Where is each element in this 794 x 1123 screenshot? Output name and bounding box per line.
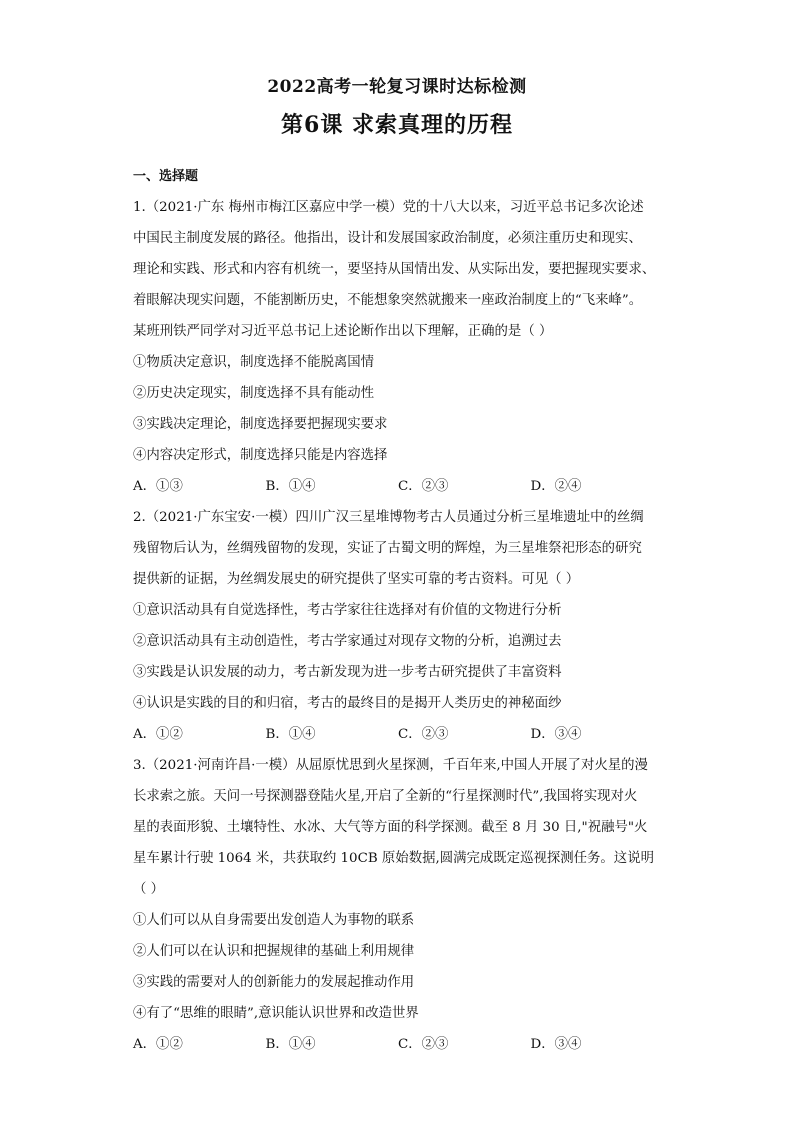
statement: ②意识活动具有主动创造性，考古学家通过对现存文物的分析，追溯过去: [133, 634, 562, 649]
question-2: [133, 502, 663, 750]
content: [133, 166, 663, 1060]
question-text-line: 残留物后认为，丝绸残留物的发现，实证了古蜀文明的辉煌，为三星堆祭祀形态的研究: [133, 541, 642, 556]
option-b[interactable]: B．①④: [265, 727, 316, 742]
question-text-line: 理论和实践、形式和内容有机统一，要坚持从国情出发、从实际出发，要把握现实要求、: [133, 262, 656, 277]
question-text-line: 星车累计行驶 1064 米，共获取约 10CB 原始数据,圆满完成既定巡视探测任务。这说明: [133, 851, 654, 866]
statement: ①物质决定意识，制度选择不能脱离国情: [133, 355, 375, 370]
option-b[interactable]: B．①④: [265, 1037, 316, 1052]
option-a[interactable]: A．①②: [133, 1037, 183, 1052]
answer-options: [133, 471, 663, 502]
question-text-line: （ ）: [133, 882, 165, 897]
option-b[interactable]: B．①④: [265, 479, 316, 494]
question-text-line: 着眼解决现实问题，不能割断历史，不能想象突然就搬来一座政治制度上的“飞来峰”。: [133, 293, 643, 308]
statement: ②人们可以在认识和把握规律的基础上利用规律: [133, 944, 415, 959]
question-text-line: 3.（2021·河南许昌·一模）从屈原忧思到火星探测，千百年来,中国人开展了对火星的漫: [133, 758, 648, 773]
statement: ④有了“思维的眼睛”,意识能认识世界和改造世界: [133, 1006, 419, 1021]
statement: ③实践是认识发展的动力，考古新发现为进一步考古研究提供了丰富资料: [133, 665, 562, 680]
statement: ②历史决定现实，制度选择不具有能动性: [133, 386, 375, 401]
option-c[interactable]: C．②③: [398, 727, 449, 742]
statement: ④认识是实践的目的和归宿，考古的最终目的是揭开人类历史的神秘面纱: [133, 696, 562, 711]
question-text-line: 长求索之旅。天问一号探测器登陆火星,开启了全新的“行星探测时代”,我国将实现对火: [133, 789, 638, 804]
question-text-line: 中国民主制度发展的路径。他指出，设计和发展国家政治制度，必须注重历史和现实、: [133, 231, 642, 246]
option-d[interactable]: D．③④: [530, 1037, 582, 1052]
option-c[interactable]: C．②③: [398, 479, 449, 494]
question-text-line: 星的表面形貌、土壤特性、水冰、大气等方面的科学探测。截至 8 月 30 日,"祝融号"火: [133, 820, 648, 835]
option-d[interactable]: D．②④: [530, 479, 582, 494]
question-3: [133, 750, 663, 1060]
document-title: 2022高考一轮复习课时达标检测: [267, 77, 527, 97]
option-a[interactable]: A．①②: [133, 727, 183, 742]
statement: ④内容决定形式，制度选择只能是内容选择: [133, 448, 388, 463]
question-text-line: 1.（2021·广东 梅州市梅江区嘉应中学一模）党的十八大以来，习近平总书记多次论述: [133, 200, 644, 215]
option-a[interactable]: A．①③: [133, 479, 183, 494]
question-text-line: 某班刑铁严同学对习近平总书记上述论断作出以下理解，正确的是（ ）: [133, 324, 553, 339]
statement: ①人们可以从自身需要出发创造人为事物的联系: [133, 913, 415, 928]
question-text-line: 提供新的证据，为丝绸发展史的研究提供了坚实可靠的考古资料。可见（ ）: [133, 572, 580, 587]
statement: ③实践的需要对人的创新能力的发展起推动作用: [133, 975, 415, 990]
answer-options: [133, 719, 663, 750]
statement: ①意识活动具有自觉选择性，考古学家往往选择对有价值的文物进行分析: [133, 603, 562, 618]
statement: ③实践决定理论，制度选择要把握现实要求: [133, 417, 388, 432]
question-text-line: 2.（2021·广东宝安·一模）四川广汉三星堆博物考古人员通过分析三星堆遗址中的丝绸: [133, 510, 644, 525]
question-1: [133, 192, 663, 502]
option-c[interactable]: C．②③: [398, 1037, 449, 1052]
option-d[interactable]: D．③④: [530, 727, 582, 742]
section-label: 一、选择题: [133, 169, 199, 184]
answer-options: [133, 1029, 663, 1060]
lesson-title: 第6课 求索真理的历程: [281, 112, 513, 138]
